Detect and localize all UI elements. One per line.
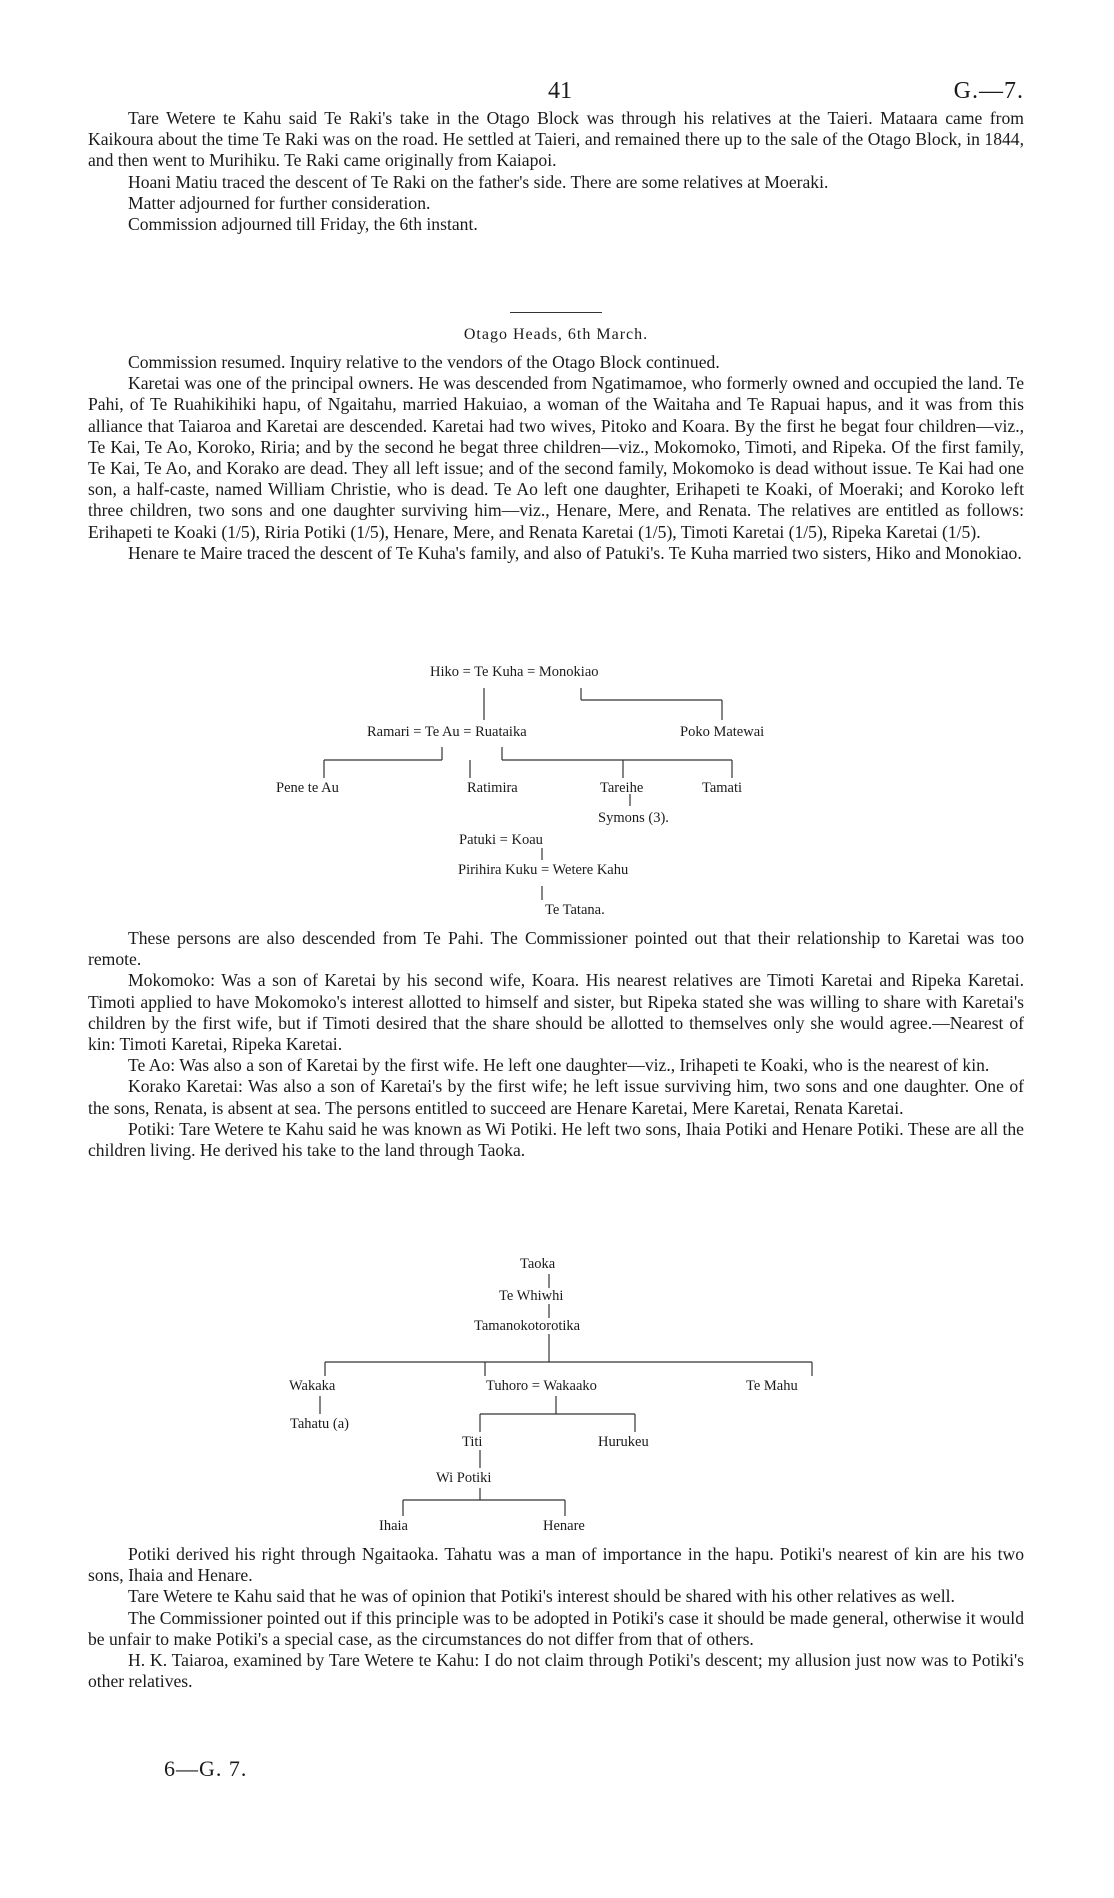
- footer-reference: 6—G. 7.: [164, 1756, 248, 1781]
- tree-node-te-tatana: Te Tatana.: [545, 902, 605, 918]
- tree-node-tareihe: Tareihe: [600, 780, 644, 796]
- tree-lines: [0, 660, 1114, 922]
- section-heading-wrap: [88, 326, 1024, 344]
- paragraph: Tare Wetere te Kahu said that he was of opinion that Potiki's interest should be shared with his other relatives as well.: [128, 1586, 955, 1607]
- tree-node-pene-te-au: Pene te Au: [276, 780, 339, 796]
- paragraph: These persons are also descended from Te Pahi. The Commissioner pointed out that their relationship to Karetai was too remote.: [88, 928, 1024, 970]
- page-number: 41: [548, 78, 572, 104]
- tree-node-pirihira-wetere: Pirihira Kuku = Wetere Kahu: [458, 862, 629, 878]
- paragraph: Matter adjourned for further consideration.: [128, 192, 431, 213]
- paragraph: Mokomoko: Was a son of Karetai by his second wife, Koara. His nearest relatives are Timoti Karetai and Ripeka Karetai. Timoti applied to have Mokomoko's interest allotted to himself and sister, but Ripeka stated she was willing to share with Karetai's children by the first wife, but if Timoti desired that the share should be allotted to themselves only she would agree.—Nearest of kin: Timoti Karetai, Ripeka Karetai.: [88, 970, 1024, 1055]
- paragraph: Karetai was one of the principal owners. He was descended from Ngatimamoe, who formerly owned and occupied the land. Te Pahi, of Te Ruahikihiki hapu, of Ngaitahu, married Hakuiao, a woman of the Waitaha and Te Rapuai hapus, and it was from this alliance that Taiaroa and Karetai are descended. Karetai had two wives, Pitoko and Koara. By the first he begat four children—viz., Te Kai, Te Ao, Koroko, Riria; and by the second he begat three children—viz., Mokomoko, Timoti, and Ripeka. Of the first family, Te Kai, Te Ao, and Korako are dead. They all left issue; and of the second family, Mokomoko is dead without issue. Te Kai had one son, a half-caste, named William Christie, who is dead. Te Ao left one daughter, Erihapeti te Koaki, of Moeraki; and Koroko left three children, two sons and one daughter surviving him—viz., Henare, Mere, and Renata. The relatives are entitled as follows: Erihapeti te Koaki (1/5), Riria Potiki (1/5), Henare, Mere, and Renata Karetai (1/5), Timoti Karetai (1/5), Ripeka Karetai (1/5).: [88, 373, 1024, 542]
- paragraph: Henare te Maire traced the descent of Te Kuha's family, and also of Patuki's. Te Kuha married two sisters, Hiko and Monokiao.: [128, 542, 1022, 563]
- tree-node-tahatu: Tahatu (a): [290, 1416, 349, 1432]
- genealogy-tree-taoka: [0, 1254, 1114, 1538]
- paragraph: Korako Karetai: Was also a son of Karetai's by the first wife; he left issue surviving him, two sons and one daughter. One of the sons, Renata, is absent at sea. The persons entitled to succeed are Henare Karetai, Mere Karetai, Renata Karetai.: [88, 1076, 1024, 1118]
- genealogy-tree-te-kuha: [0, 660, 1114, 922]
- tree-node-henare: Henare: [543, 1518, 585, 1534]
- tree-node-wakaka: Wakaka: [289, 1378, 336, 1394]
- text-block-2: [88, 352, 1024, 564]
- series-reference: G.—7.: [953, 78, 1024, 104]
- text-block-1: [88, 108, 1024, 235]
- section-heading: Otago Heads, 6th March.: [463, 326, 649, 343]
- paragraph: The Commissioner pointed out if this principle was to be adopted in Potiki's case it should be made general, otherwise it would be unfair to make Potiki's a special case, as the circumstances do not differ from that of others.: [88, 1607, 1024, 1649]
- text-block-3: [88, 928, 1024, 1161]
- tree-node-titi: Titi: [462, 1434, 483, 1450]
- tree-node-hurukeu: Hurukeu: [598, 1434, 649, 1450]
- paragraph: Tare Wetere te Kahu said Te Raki's take in the Otago Block was through his relatives at the Taieri. Mataara came from Kaikoura about the time Te Raki was on the road. He settled at Taieri, and remained there up to the sale of the Otago Block, in 1844, and then went to Murihiku. Te Raki came originally from Kaiapoi.: [88, 108, 1024, 171]
- tree-node-ramari-te-au-ruataika: Ramari = Te Au = Ruataika: [367, 724, 527, 740]
- section-divider: [510, 312, 602, 313]
- paragraph: Commission resumed. Inquiry relative to the vendors of the Otago Block continued.: [128, 352, 720, 372]
- tree-node-ratimira: Ratimira: [467, 780, 518, 796]
- tree-node-te-mahu: Te Mahu: [746, 1378, 798, 1394]
- paragraph: H. K. Taiaroa, examined by Tare Wetere te Kahu: I do not claim through Potiki's descent; my allusion just now was to Potiki's other relatives.: [88, 1650, 1024, 1692]
- tree-node-tamanokotorotika: Tamanokotorotika: [474, 1318, 581, 1334]
- paragraph: Te Ao: Was also a son of Karetai by the first wife. He left one daughter—viz., Irihapeti te Koaki, who is the nearest of kin.: [128, 1055, 990, 1076]
- tree-node-tamati: Tamati: [702, 780, 743, 796]
- tree-node-taoka: Taoka: [520, 1256, 556, 1272]
- paragraph: Potiki: Tare Wetere te Kahu said he was known as Wi Potiki. He left two sons, Ihaia Potiki and Henare Potiki. These are all the children living. He derived his take to the land through Taoka.: [88, 1118, 1024, 1161]
- tree-node-hiko-te-kuha-monokiao: Hiko = Te Kuha = Monokiao: [430, 664, 599, 680]
- tree-node-symons: Symons (3).: [598, 810, 669, 826]
- paragraph: Commission adjourned till Friday, the 6th instant.: [128, 214, 478, 235]
- tree-node-te-whiwhi: Te Whiwhi: [499, 1288, 564, 1304]
- text-block-4: [88, 1544, 1024, 1692]
- tree-node-tuhoro-wakaako: Tuhoro = Wakaako: [486, 1378, 597, 1394]
- tree-node-wi-potiki: Wi Potiki: [436, 1470, 492, 1486]
- tree-node-patuki-koau: Patuki = Koau: [459, 832, 543, 848]
- tree-node-ihaia: Ihaia: [379, 1518, 408, 1534]
- paragraph: Hoani Matiu traced the descent of Te Raki on the father's side. There are some relatives at Moeraki.: [128, 171, 829, 192]
- paragraph: Potiki derived his right through Ngaitaoka. Tahatu was a man of importance in the hapu. Potiki's nearest of kin are his two sons, Ihaia and Henare.: [88, 1544, 1024, 1586]
- tree-node-poko-matewai: Poko Matewai: [680, 724, 765, 740]
